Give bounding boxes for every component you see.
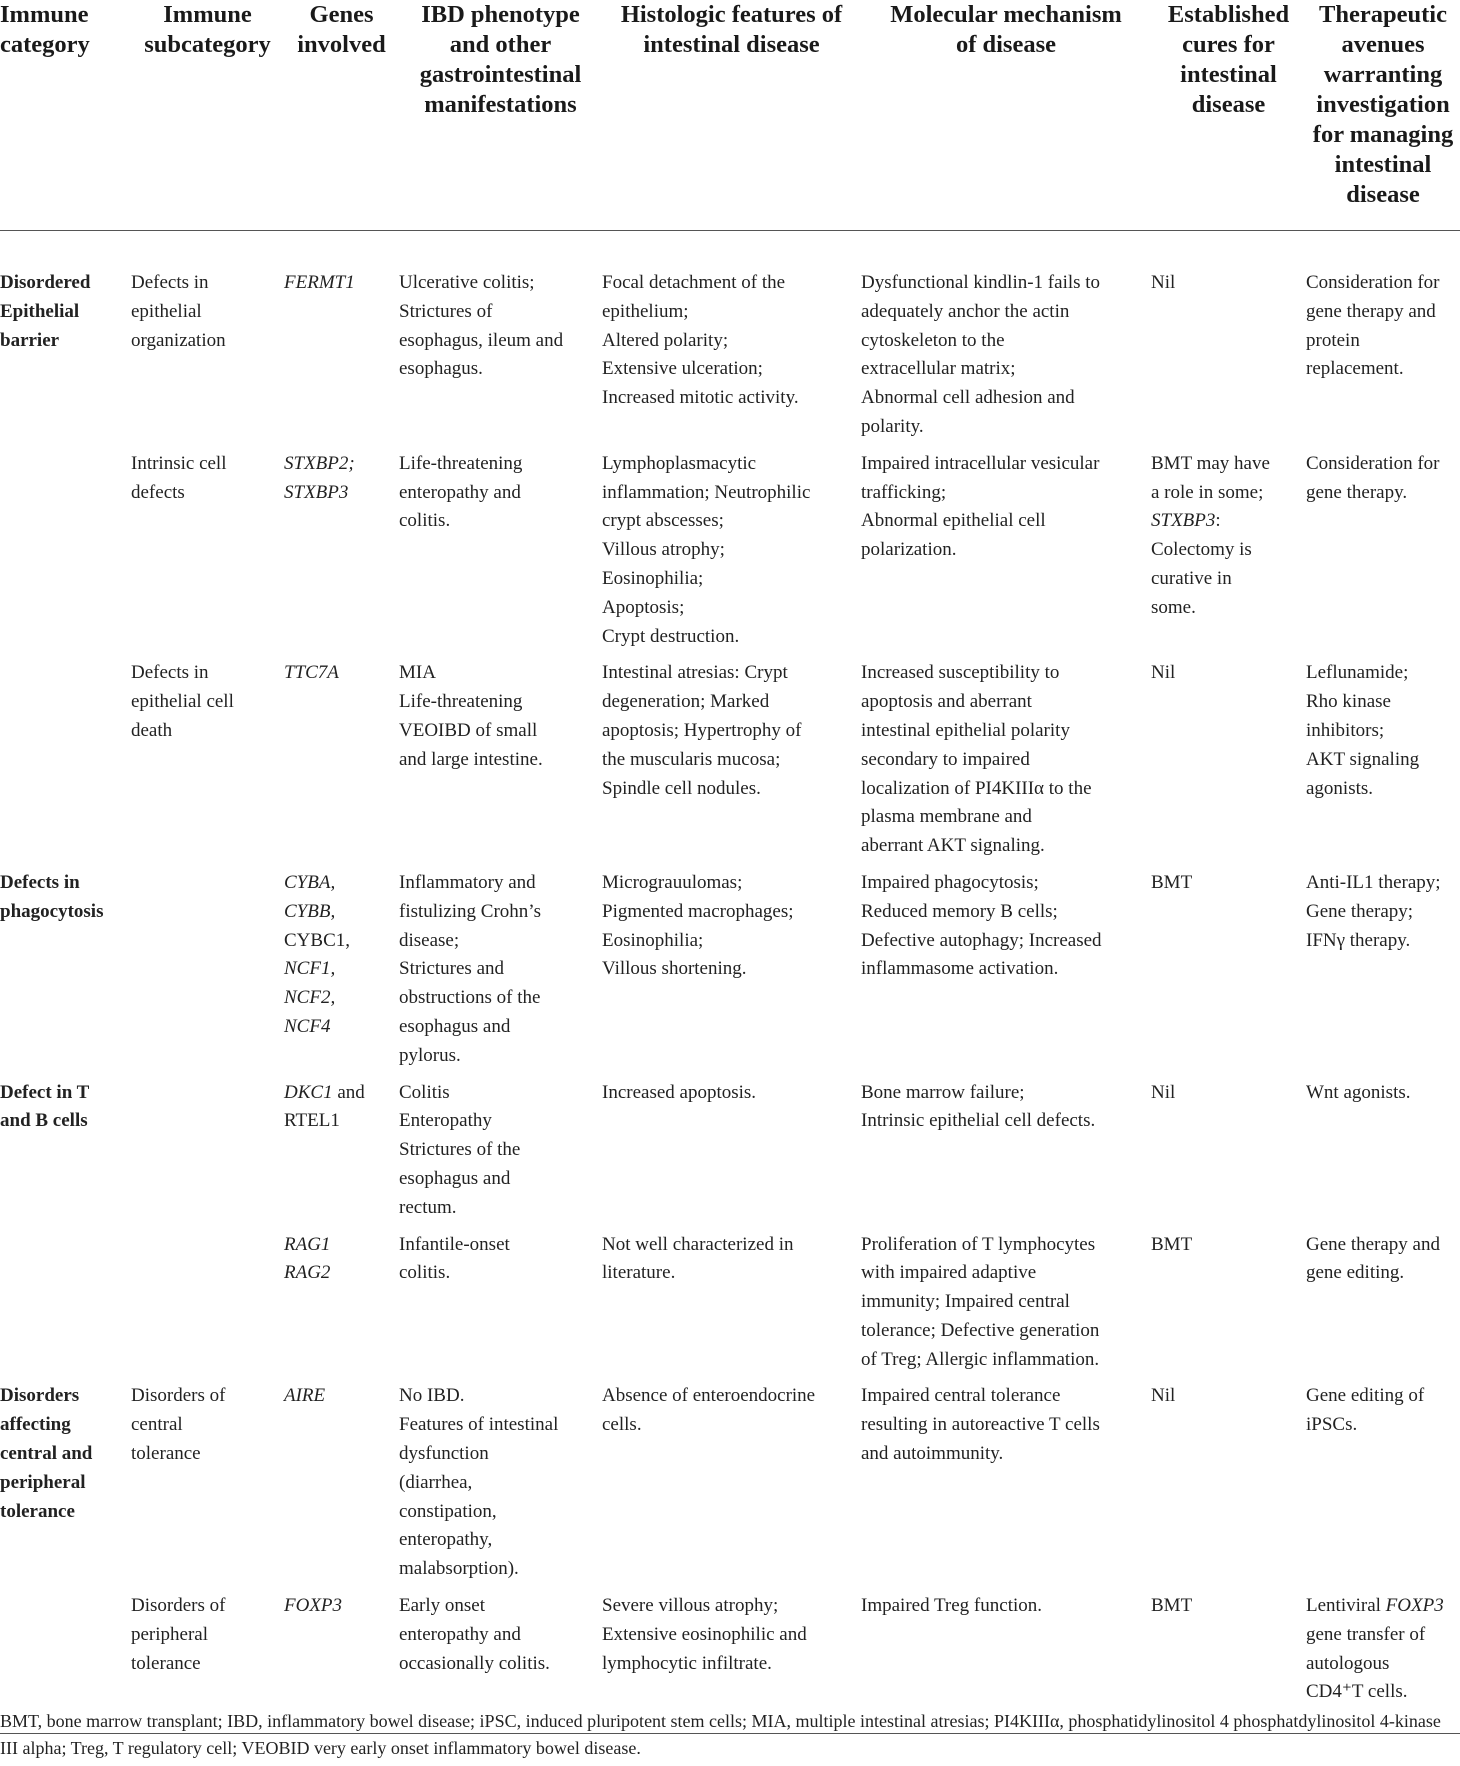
mechanism-cell [861,869,1151,1079]
cell-line: protein [1306,329,1360,351]
phenotype-cell [399,1231,602,1383]
category-cell [0,1231,131,1383]
cell-line: enteropathy and [399,481,521,503]
cell-line: BMT may have [1151,452,1270,474]
cell-line: Pigmented macrophages; [602,900,794,922]
cell-line: gene therapy and [1306,300,1436,322]
cell-line: CD4⁺T cells. [1306,1681,1408,1703]
histology-cell [602,1079,861,1231]
cell-line: Colitis [399,1081,450,1103]
cell-line: NCF2, [284,987,336,1009]
cell-line: autologous [1306,1652,1390,1674]
cell-line: Leflunamide; [1306,662,1409,684]
cell-line: tolerance [0,1500,75,1522]
cell-line: Nil [1151,1385,1176,1407]
header-line: involved [297,31,386,58]
cell-line: Disorders [0,1385,80,1407]
cell-line: Rho kinase [1306,691,1391,713]
cell-line: Not well characterized in [602,1233,794,1255]
cell-line: esophagus and [399,1015,511,1037]
cell-line: the muscularis mucosa; [602,748,781,770]
cell-line: Enteropathy [399,1110,492,1132]
cell-line: Anti-IL1 therapy; [1306,871,1441,893]
header-therapeutic-avenues [1306,0,1460,231]
cell-line: AIRE [284,1385,326,1407]
cell-line: Nil [1151,662,1176,684]
subcategory-cell [131,659,284,869]
cell-line: esophagus, ileum and [399,329,564,351]
cell-line: Defects in [131,272,209,293]
header-histologic-features [602,0,861,231]
cell-line: polarity. [861,415,924,437]
category-cell [0,869,131,1079]
cell-line: tolerance; Defective generation [861,1319,1100,1341]
cell-line: Defective autophagy; Increased [861,929,1102,951]
cell-line: Impaired phagocytosis; [861,871,1039,893]
cell-line: aberrant AKT signaling. [861,835,1045,857]
genes-cell [284,231,399,450]
header-line: gastrointestinal [419,61,582,88]
cell-line: STXBP2; [284,452,355,474]
subcategory-cell [131,1079,284,1231]
avenues-cell [1306,1079,1460,1231]
cell-line: Disorders of [131,1595,226,1617]
cell-line: tolerance [131,1652,201,1674]
phenotype-cell [399,1079,602,1231]
cell-line: Colectomy is [1151,539,1252,561]
cell-line: Intrinsic epithelial cell defects. [861,1110,1096,1132]
mechanism-cell [861,1382,1151,1592]
cell-line: inflammasome activation. [861,958,1059,980]
cell-line: STXBP3 [284,481,349,503]
cell-line: Wnt agonists. [1306,1081,1411,1103]
cell-line: BMT [1151,1233,1193,1255]
avenues-cell [1306,869,1460,1079]
cell-line: Defects in [131,662,209,684]
cell-line: Consideration for [1306,452,1440,474]
cell-line: NCF1, [284,958,336,980]
cell-line: FERMT1 [284,272,355,293]
genes-cell [284,450,399,660]
header-ibd-phenotype [399,0,602,231]
header-line: intestinal [1180,61,1277,88]
header-line: Histologic features of [620,1,843,28]
header-line: intestinal [1334,151,1432,178]
cell-line: iPSCs. [1306,1414,1358,1436]
cell-line: Impaired central tolerance [861,1385,1061,1407]
subcategory-cell [131,231,284,450]
cell-line: Crypt destruction. [602,625,740,647]
cell-line: death [131,719,173,741]
cell-line: organization [131,329,226,351]
table-row [0,1079,1460,1231]
category-cell [0,659,131,869]
cell-line: TTC7A [284,662,339,684]
cell-line: epithelial [131,300,202,322]
cell-line: Intestinal atresias: Crypt [602,662,788,684]
cures-cell [1151,659,1306,869]
avenues-cell [1306,231,1460,450]
category-cell [0,450,131,660]
cell-line: dysfunction [399,1443,489,1465]
cell-line: malabsorption). [399,1558,519,1580]
table-body [0,231,1460,1734]
header-line: Established [1167,1,1290,28]
cell-line: gene therapy. [1306,481,1408,503]
cell-line: esophagus. [399,358,483,380]
header-line: cures for [1182,31,1275,58]
cell-line: Dysfunctional kindlin-1 fails to [861,272,1101,293]
cell-line: gene transfer of [1306,1623,1426,1645]
genes-cell [284,1382,399,1592]
avenues-cell [1306,659,1460,869]
cell-line: occasionally colitis. [399,1652,550,1674]
cell-line: rectum. [399,1196,457,1218]
header-line: Therapeutic [1319,1,1447,28]
cell-line: RAG2 [284,1262,331,1284]
header-line: Immune [163,1,252,28]
cures-cell [1151,1382,1306,1592]
header-line: Immune [0,1,89,28]
cell-line: fistulizing Crohn’s [399,900,541,922]
cell-line: curative in [1151,567,1232,589]
cell-line: Reduced memory B cells; [861,900,1058,922]
cell-line: central [131,1414,183,1436]
cell-line: Apoptosis; [602,596,685,618]
mechanism-cell [861,1231,1151,1383]
cell-line: Proliferation of T lymphocytes [861,1233,1096,1255]
cell-line: cytoskeleton to the [861,329,1005,351]
cell-line: Infantile-onset [399,1233,510,1255]
cell-line: Gene therapy and [1306,1233,1440,1255]
cell-line: Villous shortening. [602,958,747,980]
cell-line: inflammation; Neutrophilic [602,481,811,503]
cell-line: Impaired intracellular vesicular [861,452,1100,474]
cell-line: extracellular matrix; [861,358,1016,380]
cell-line: Bone marrow failure; [861,1081,1025,1103]
cell-line: Increased mitotic activity. [602,387,799,409]
subcategory-cell [131,1231,284,1383]
cell-line: RTEL1 [284,1110,340,1132]
cell-line: No IBD. [399,1385,465,1407]
cell-line: lymphocytic infiltrate. [602,1652,772,1674]
cell-line: Strictures and [399,958,505,980]
cell-line: colitis. [399,510,451,532]
cell-line: Early onset [399,1595,486,1617]
subcategory-cell [131,1382,284,1592]
cell-line: Defect in T [0,1081,90,1103]
cell-line: apoptosis and aberrant [861,691,1032,713]
category-cell [0,1079,131,1231]
cell-line: VEOIBD of small [399,719,538,741]
cell-line: inhibitors; [1306,719,1385,741]
cell-line: Extensive eosinophilic and [602,1623,807,1645]
cell-line: Absence of enteroendocrine [602,1385,816,1407]
cell-line: and B cells [0,1110,88,1132]
histology-cell [602,659,861,869]
cell-line: BMT [1151,871,1193,893]
histology-cell [602,450,861,660]
cell-line: Gene therapy; [1306,900,1414,922]
cell-line: defects [131,481,185,503]
cell-line: of Treg; Allergic inflammation. [861,1348,1100,1370]
header-line: Molecular mechanism [890,1,1122,28]
header-line: intestinal disease [643,31,820,58]
genes-cell [284,1079,399,1231]
genes-cell [284,1231,399,1383]
cell-line: Micrograuulomas; [602,871,743,893]
header-row [0,0,1460,231]
table-row [0,869,1460,1079]
cell-line: Extensive ulceration; [602,358,763,380]
category-cell [0,231,131,450]
cell-line: Lymphoplasmacytic [602,452,757,474]
cell-line: resulting in autoreactive T cells [861,1414,1100,1436]
histology-cell [602,231,861,450]
cell-line: Gene editing of [1306,1385,1425,1407]
mechanism-cell [861,231,1151,450]
header-line: IBD phenotype [421,1,580,28]
genes-cell [284,659,399,869]
cell-line: literature. [602,1262,676,1284]
cell-line: Impaired Treg function. [861,1595,1043,1617]
cell-line: central and [0,1443,93,1465]
cell-line: Nil [1151,1081,1176,1103]
cell-line: Ulcerative colitis; [399,272,535,293]
cell-line: MIA [399,662,436,684]
cell-line: CYBB, [284,900,336,922]
header-line: manifestations [424,91,577,118]
phenotype-cell [399,659,602,869]
cell-line: cells. [602,1414,642,1436]
header-genes-involved [284,0,399,231]
cell-line: (diarrhea, [399,1471,473,1493]
cell-line: IFNγ therapy. [1306,929,1411,951]
cell-line: disease; [399,929,460,951]
header-line: investigation [1316,91,1450,118]
header-line: of disease [955,31,1057,58]
cell-line: Strictures of [399,300,493,322]
table-row [0,1231,1460,1383]
cell-line: Intrinsic cell [131,452,227,474]
cures-cell [1151,1079,1306,1231]
cell-line: secondary to impaired [861,748,1030,770]
cell-line: Epithelial [0,300,80,322]
cell-line: Eosinophilia; [602,567,704,589]
mechanism-cell [861,659,1151,869]
cell-line: some. [1151,596,1196,618]
phenotype-cell [399,231,602,450]
header-immune-subcategory [131,0,284,231]
avenues-cell [1306,450,1460,660]
cell-line: peripheral [131,1623,209,1645]
cell-line: Eosinophilia; [602,929,704,951]
cell-line: plasma membrane and [861,806,1032,828]
cell-line: immunity; Impaired central [861,1291,1070,1313]
cell-line: Nil [1151,272,1176,293]
genes-cell [284,869,399,1079]
cell-line: CYBA, [284,871,336,893]
cell-line: with impaired adaptive [861,1262,1037,1284]
phenotype-cell [399,869,602,1079]
header-line: for managing [1312,121,1454,148]
header-immune-category [0,0,131,231]
header-line: disease [1346,181,1420,208]
cell-line: RAG1 [284,1233,331,1255]
cures-cell [1151,231,1306,450]
cell-line: Altered polarity; [602,329,729,351]
cell-line: Consideration for [1306,272,1440,293]
table-row [0,1382,1460,1592]
table-row [0,659,1460,869]
cell-line: apoptosis; Hypertrophy of [602,719,802,741]
table-footnote: BMT, bone marrow transplant; IBD, inflammatory bowel disease; iPSC, induced pluripotent stem cells; MIA, multiple intestinal atresias; PI4KIIIα, phosphatidylinositol 4 phosphatdylinositol 4-kinase III alpha; Treg, T regulatory cell; VEOBID very early onset inflammatory bowel disease. [0,1711,1441,1758]
header-established-cures [1151,0,1306,231]
cell-line: colitis. [399,1262,451,1284]
cell-line: and autoimmunity. [861,1443,1004,1465]
cell-line: Abnormal cell adhesion and [861,387,1075,409]
cures-cell [1151,1231,1306,1383]
subcategory-cell [131,450,284,660]
cell-line: BMT [1151,1595,1193,1617]
cell-line: a role in some; [1151,481,1264,503]
cell-line: STXBP3: [1151,510,1221,532]
header-line: disease [1191,91,1266,118]
cell-line: crypt abscesses; [602,510,724,532]
category-cell [0,1382,131,1592]
cell-line: Life-threatening [399,452,523,474]
cell-line: CYBC1, [284,929,350,951]
cell-line: Disordered [0,272,91,293]
header-molecular-mechanism [861,0,1151,231]
cell-line: epithelium; [602,300,689,322]
cell-line: agonists. [1306,777,1374,799]
cell-line: obstructions of the [399,987,541,1009]
cell-line: gene editing. [1306,1262,1405,1284]
cell-line: and large intestine. [399,748,543,770]
cell-line: peripheral [0,1471,86,1493]
cell-line: Increased apoptosis. [602,1081,757,1103]
cell-line: Focal detachment of the [602,272,786,293]
cell-line: Life-threatening [399,691,523,713]
avenues-cell [1306,1231,1460,1383]
cell-line: DKC1 and [284,1081,365,1103]
table-row [0,231,1460,450]
histology-cell [602,1231,861,1383]
cell-line: FOXP3 [284,1595,343,1617]
cell-line: Inflammatory and [399,871,536,893]
header-line: and other [449,31,552,58]
table-header [0,0,1460,231]
cell-line: constipation, [399,1500,497,1522]
cell-line: AKT signaling [1306,748,1420,770]
cures-cell [1151,869,1306,1079]
header-line: category [0,31,90,58]
cell-line: esophagus and [399,1167,511,1189]
cell-line: epithelial cell [131,691,234,713]
cell-line: pylorus. [399,1044,461,1066]
header-line: subcategory [144,31,271,58]
table-row [0,450,1460,660]
cures-cell [1151,450,1306,660]
cell-line: adequately anchor the actin [861,300,1070,322]
cell-line: affecting [0,1414,71,1436]
cell-line: localization of PI4KIIIα to the [861,777,1092,799]
cell-line: polarization. [861,539,957,561]
cell-line: Disorders of [131,1385,226,1407]
cell-line: Strictures of the [399,1139,521,1161]
header-line: Genes [309,1,374,28]
histology-cell [602,869,861,1079]
subcategory-cell [131,869,284,1079]
cell-line: replacement. [1306,358,1404,380]
cell-line: Features of intestinal [399,1414,559,1436]
mechanism-cell [861,450,1151,660]
cell-line: intestinal epithelial polarity [861,719,1070,741]
cell-line: enteropathy and [399,1623,521,1645]
cell-line: tolerance [131,1443,201,1465]
cell-line: Abnormal epithelial cell [861,510,1046,532]
histology-cell [602,1382,861,1592]
cell-line: enteropathy, [399,1529,493,1551]
header-line: avenues [1341,31,1425,58]
cell-line: barrier [0,329,60,351]
mechanism-cell [861,1079,1151,1231]
cell-line: phagocytosis [0,900,104,922]
cell-line: trafficking; [861,481,947,503]
phenotype-cell [399,450,602,660]
cell-line: Increased susceptibility to [861,662,1060,684]
cell-line: Severe villous atrophy; [602,1595,779,1617]
cell-line: Lentiviral FOXP3 [1306,1595,1444,1617]
avenues-cell [1306,1382,1460,1592]
cell-line: Spindle cell nodules. [602,777,761,799]
phenotype-cell [399,1382,602,1592]
cell-line: Defects in [0,871,80,893]
cell-line: NCF4 [284,1015,331,1037]
cell-line: degeneration; Marked [602,691,770,713]
header-line: warranting [1323,61,1443,88]
cell-line: Villous atrophy; [602,539,725,561]
